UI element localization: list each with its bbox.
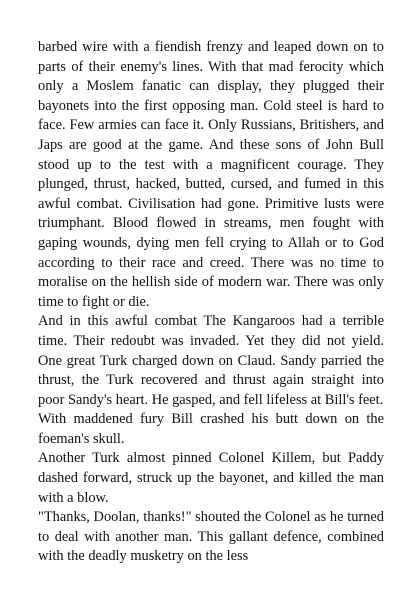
paragraph-bayonet-charge: barbed wire with a fiendish frenzy and leaped down on to parts of their enemy's lines. With that mad ferocity which only a Moslem fanatic can display, they plugged their bayonets into the first opposing man. Cold steel is hard to face. Few armies can face it. Only Russians, Britishers, and Japs are good at the game. And these sons of John Bull stood up to the test with a magnificent courage. They plunged, thrust, hacked, butted, cursed, and fumed in this awful combat. Civilisation had gone. Primitive lusts were triumphant. Blood flowed in streams, men fought with gaping wounds, dying men fell crying to Allah or to God according to their race and creed. There was no time to moralise on the hellish side of modern war. There was only time to fight or die. bbox=[38, 39, 384, 310]
paragraph-colonel-thanks: "Thanks, Doolan, thanks!" shouted the Colonel as he turned to deal with another man. This gallant defence, combined with the deadly musketry on the less bbox=[38, 509, 384, 565]
book-page bbox=[38, 38, 384, 567]
paragraph-paddy-rescue: Another Turk almost pinned Colonel Killem, but Paddy dashed forward, struck up the bayonet, and killed the man with a blow. bbox=[38, 450, 384, 506]
paragraph-kangaroos-combat: And in this awful combat The Kangaroos had a terrible time. Their redoubt was invaded. Yet they did not yield. One great Turk charged down on Claud. Sandy parried the thrust, the Turk recovered and thrust again straight into poor Sandy's heart. He gasped, and fell lifeless at Bill's feet. bbox=[38, 313, 384, 408]
paragraph-bill-fury: With maddened fury Bill crashed his butt down on the foeman's skull. bbox=[38, 411, 384, 447]
